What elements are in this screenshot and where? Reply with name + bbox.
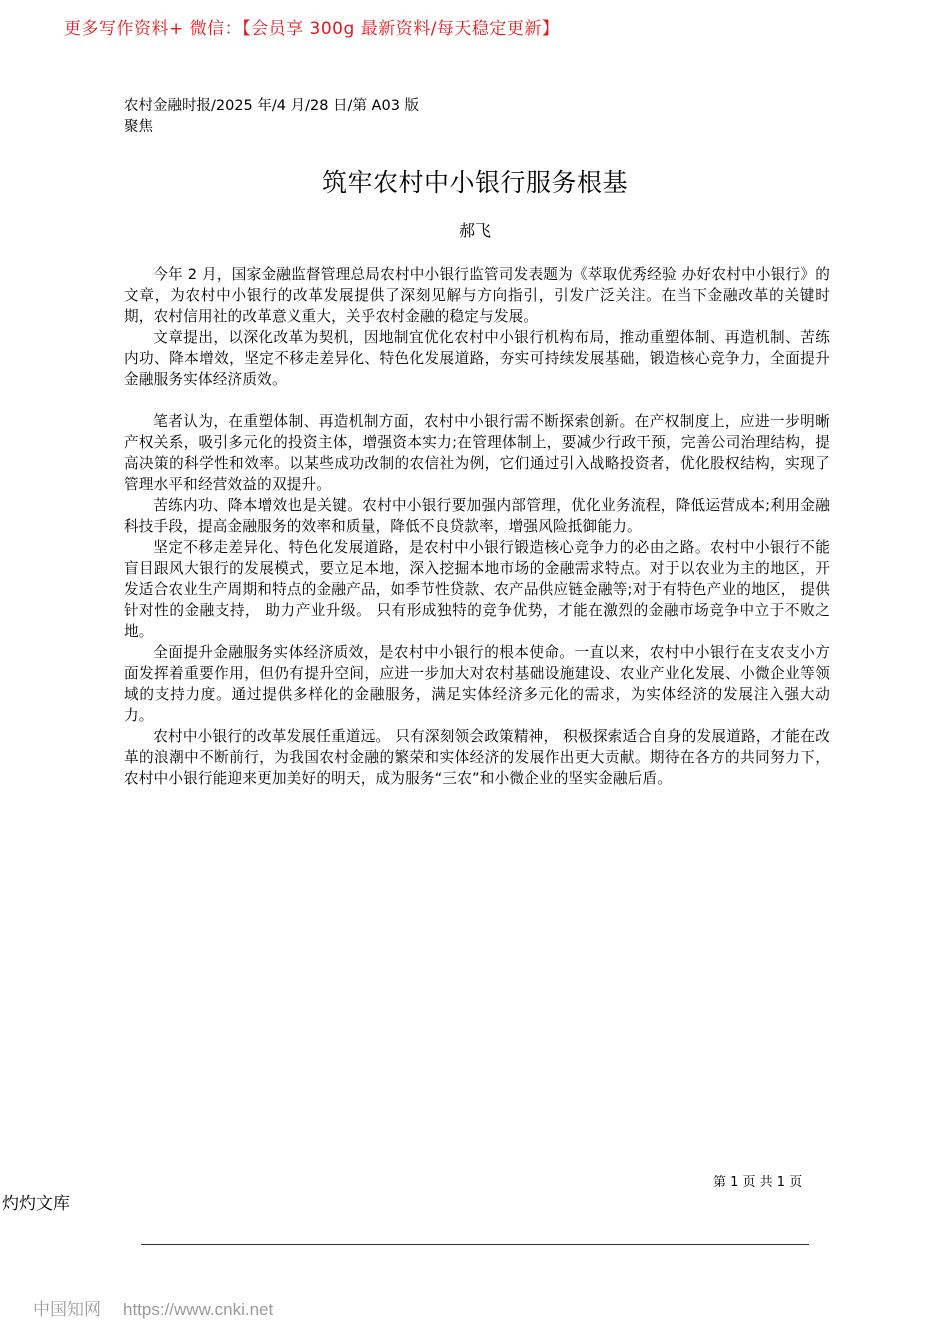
paragraph: 文章提出，以深化改革为契机，因地制宜优化农村中小银行机构布局，推动重塑体制、再造机制、苦练内功、降本增效，坚定不移走差异化、特色化发展道路，夯实可持续发展基础，锻造核心竞争力，全面提升金融服务实体经济质效。 xyxy=(124,329,830,388)
article-source: 农村金融时报/2025 年/4 月/28 日/第 A03 版聚焦 xyxy=(124,98,420,135)
paragraph: 笔者认为，在重塑体制、再造机制方面，农村中小银行需不断探索创新。在产权制度上，应进一步明晰产权关系，吸引多元化的投资主体，增强资本实力;在管理体制上，要减少行政干预，完善公司治理结构，提高决策的科学性和效率。以某些成功改制的农信社为例，它们通过引入战略投资者，优化股权结构，实现了管理水平和经营效益的双提升。 xyxy=(124,413,830,493)
paragraph: 全面提升金融服务实体经济质效，是农村中小银行的根本使命。一直以来，农村中小银行在支农支小方面发挥着重要作用，但仍有提升空间，应进一步加大对农村基础设施建设、农业产业化发展、小微企业等领域的支持力度。通过提供多样化的金融服务，满足实体经济多元化的需求，为实体经济的发展注入强大动力。 xyxy=(124,644,830,724)
article-author: 郝飞 xyxy=(458,221,491,240)
paragraph: 农村中小银行的改革发展任重道远。 只有深刻领会政策精神， 积极探索适合自身的发展道路，才能在改革的浪潮中不断前行，为我国农村金融的繁荣和实体经济的发展作出更大贡献。期待在各方的共同努力下，农村中小银行能迎来更加美好的明天，成为服务“三农”和小微企业的坚实金融后盾。 xyxy=(124,728,830,787)
watermark-name: 中国知网 xyxy=(33,1300,101,1319)
watermark-url[interactable]: https://www.cnki.net xyxy=(123,1300,274,1319)
paragraph: 坚定不移走差异化、特色化发展道路，是农村中小银行锻造核心竞争力的必由之路。农村中小银行不能盲目跟风大银行的发展模式，要立足本地，深入挖掘本地市场的金融需求特点。对于以农业为主的地区，开发适合农业生产周期和特点的金融产品，如季节性贷款、农产品供应链金融等;对于有特色产业的地区， 提供针对性的金融支持， 助力产业升级。 只有形成独特的竞争优势，才能在激烈的金融市场竞争中立于不败之地。 xyxy=(124,539,830,640)
article-body xyxy=(124,264,830,789)
article-title: 筑牢农村中小银行服务根基 xyxy=(321,168,628,197)
library-name: 灼灼文库 xyxy=(2,1194,70,1214)
paragraph: 今年 2 月，国家金融监督管理总局农村中小银行监管司发表题为《萃取优秀经验 办好农村中小银行》的文章，为农村中小银行的改革发展提供了深刻见解与方向指引，引发广泛关注。在当下金融改革的关键时期，农村信用社的改革意义重大，关乎农村金融的稳定与发展。 xyxy=(124,266,830,325)
promo-banner: 更多写作资料+ 微信：【会员享 300g 最新资料/每天稳定更新】 xyxy=(64,19,560,39)
footer-divider xyxy=(141,1244,809,1245)
paragraph: 苦练内功、降本增效也是关键。农村中小银行要加强内部管理，优化业务流程，降低运营成本;利用金融科技手段，提高金融服务的效率和质量，降低不良贷款率，增强风险抵御能力。 xyxy=(124,497,830,535)
page-number: 第 1 页 共 1 页 xyxy=(713,1175,803,1190)
watermark xyxy=(33,1295,273,1320)
